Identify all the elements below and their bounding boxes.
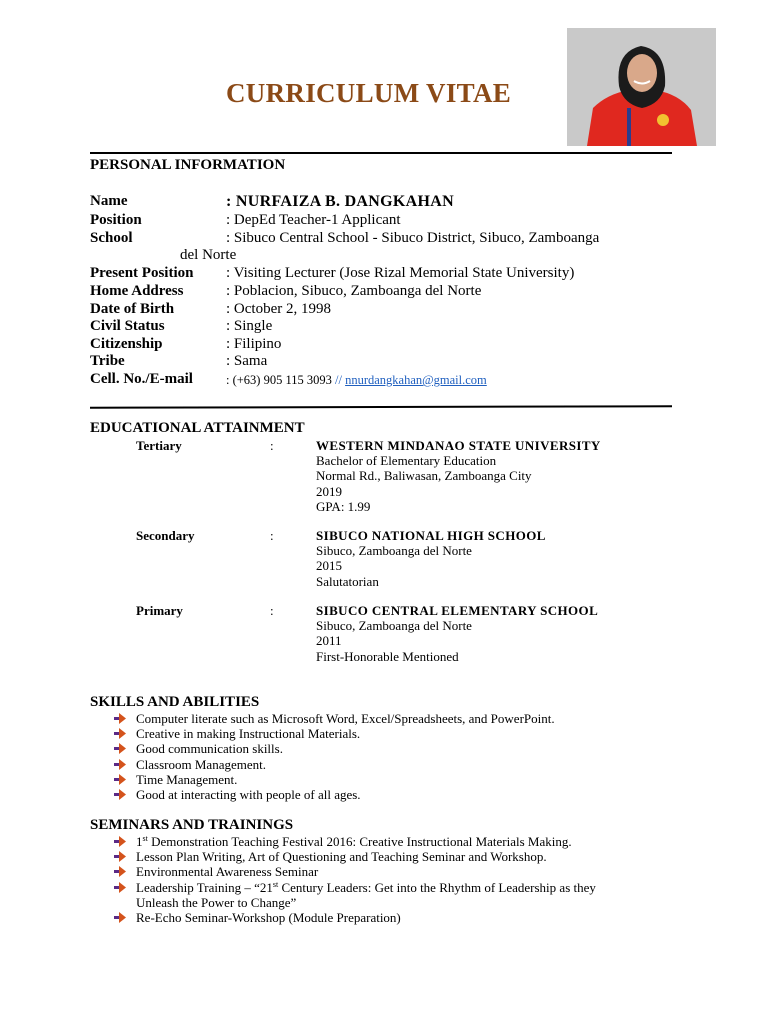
skills-list — [114, 711, 684, 802]
tertiary-address: Normal Rd., Baliwasan, Zamboanga City — [316, 468, 532, 484]
school-value: : Sibuco Central School - Sibuco District, Sibuco, Zamboanga — [226, 230, 600, 246]
school-label: School — [90, 230, 133, 246]
dob-label: Date of Birth — [90, 301, 175, 317]
tertiary-degree: Bachelor of Elementary Education — [316, 453, 497, 469]
arrow-bullet-icon — [114, 836, 126, 847]
education-heading: EDUCATIONAL ATTAINMENT — [90, 420, 305, 436]
seminars-heading: SEMINARS AND TRAININGS — [90, 817, 294, 833]
primary-level: Primary — [136, 603, 183, 618]
secondary-level: Secondary — [136, 528, 195, 543]
tertiary-year: 2019 — [316, 483, 342, 499]
citizenship-value: : Filipino — [226, 336, 282, 352]
arrow-bullet-icon — [114, 759, 126, 770]
list-item: Good communication skills. — [114, 741, 684, 756]
list-item: Lesson Plan Writing, Art of Questioning and Teaching Seminar and Workshop. — [114, 849, 684, 864]
arrow-bullet-icon — [114, 743, 126, 754]
primary-year: 2011 — [316, 633, 342, 649]
tribe-value: : Sama — [226, 353, 268, 369]
position-label: Position — [90, 212, 142, 228]
list-item: Leadership Training – “21st Century Leaders: Get into the Rhythm of Leadership as they Unleash the Power to Change” — [114, 880, 684, 910]
position-value: : DepEd Teacher-1 Applicant — [226, 212, 401, 228]
tertiary-level: Tertiary — [136, 438, 182, 453]
civil-status-value: : Single — [226, 318, 273, 334]
primary-details — [316, 603, 598, 664]
email-link[interactable]: nnurdangkahan@gmail.com — [345, 373, 487, 387]
secondary-school: SIBUCO NATIONAL HIGH SCHOOL — [316, 528, 546, 543]
dob-value: : October 2, 1998 — [226, 301, 331, 317]
present-position-value: : Visiting Lecturer (Jose Rizal Memorial State University) — [226, 265, 575, 281]
phone-value: : (+63) 905 115 3093 — [226, 373, 336, 387]
skills-heading: SKILLS AND ABILITIES — [90, 694, 260, 710]
secondary-details — [316, 528, 546, 589]
tertiary-school: WESTERN MINDANAO STATE UNIVERSITY — [316, 438, 601, 453]
home-address-label: Home Address — [90, 283, 184, 299]
primary-colon: : — [270, 603, 274, 618]
divider-top — [90, 152, 672, 154]
list-item: 1st Demonstration Teaching Festival 2016: Creative Instructional Materials Making. — [114, 834, 684, 849]
arrow-bullet-icon — [114, 789, 126, 800]
name-label: Name — [90, 193, 128, 209]
secondary-address: Sibuco, Zamboanga del Norte — [316, 543, 472, 559]
tertiary-gpa: GPA: 1.99 — [316, 498, 371, 514]
list-item: Environmental Awareness Seminar — [114, 864, 684, 879]
cv-title: CURRICULUM VITAE — [226, 78, 512, 108]
arrow-bullet-icon — [114, 851, 126, 862]
list-item: Computer literate such as Microsoft Word, Excel/Spreadsheets, and PowerPoint. — [114, 711, 684, 726]
arrow-bullet-icon — [114, 774, 126, 785]
primary-school: SIBUCO CENTRAL ELEMENTARY SCHOOL — [316, 603, 599, 618]
primary-address: Sibuco, Zamboanga del Norte — [316, 618, 472, 634]
arrow-bullet-icon — [114, 713, 126, 724]
list-item: Good at interacting with people of all ages. — [114, 787, 684, 802]
tertiary-colon: : — [270, 438, 274, 453]
contact-separator: // — [335, 373, 342, 387]
contact-value — [226, 372, 487, 390]
seminars-list — [114, 834, 684, 925]
primary-honor: First-Honorable Mentioned — [316, 648, 459, 664]
list-item: Creative in making Instructional Materials. — [114, 726, 684, 741]
arrow-bullet-icon — [114, 728, 126, 739]
arrow-bullet-icon — [114, 912, 126, 923]
list-item: Time Management. — [114, 772, 684, 787]
arrow-bullet-icon — [114, 866, 126, 877]
home-address-value: : Poblacion, Sibuco, Zamboanga del Norte — [226, 283, 482, 299]
secondary-year: 2015 — [316, 558, 342, 574]
personal-info-heading: PERSONAL INFORMATION — [90, 157, 286, 173]
name-value: : NURFAIZA B. DANGKAHAN — [226, 193, 454, 210]
arrow-bullet-icon — [114, 882, 126, 893]
secondary-colon: : — [270, 528, 274, 543]
contact-label: Cell. No./E-mail — [90, 371, 193, 387]
list-item: Classroom Management. — [114, 757, 684, 772]
civil-status-label: Civil Status — [90, 318, 165, 334]
profile-photo — [567, 28, 716, 146]
secondary-honor: Salutatorian — [316, 573, 379, 589]
divider-middle — [90, 405, 672, 409]
citizenship-label: Citizenship — [90, 336, 163, 352]
tribe-label: Tribe — [90, 353, 125, 369]
school-value-cont: del Norte — [180, 247, 237, 263]
present-position-label: Present Position — [90, 265, 194, 281]
tertiary-details — [316, 438, 601, 514]
list-item: Re-Echo Seminar-Workshop (Module Preparation) — [114, 910, 684, 925]
